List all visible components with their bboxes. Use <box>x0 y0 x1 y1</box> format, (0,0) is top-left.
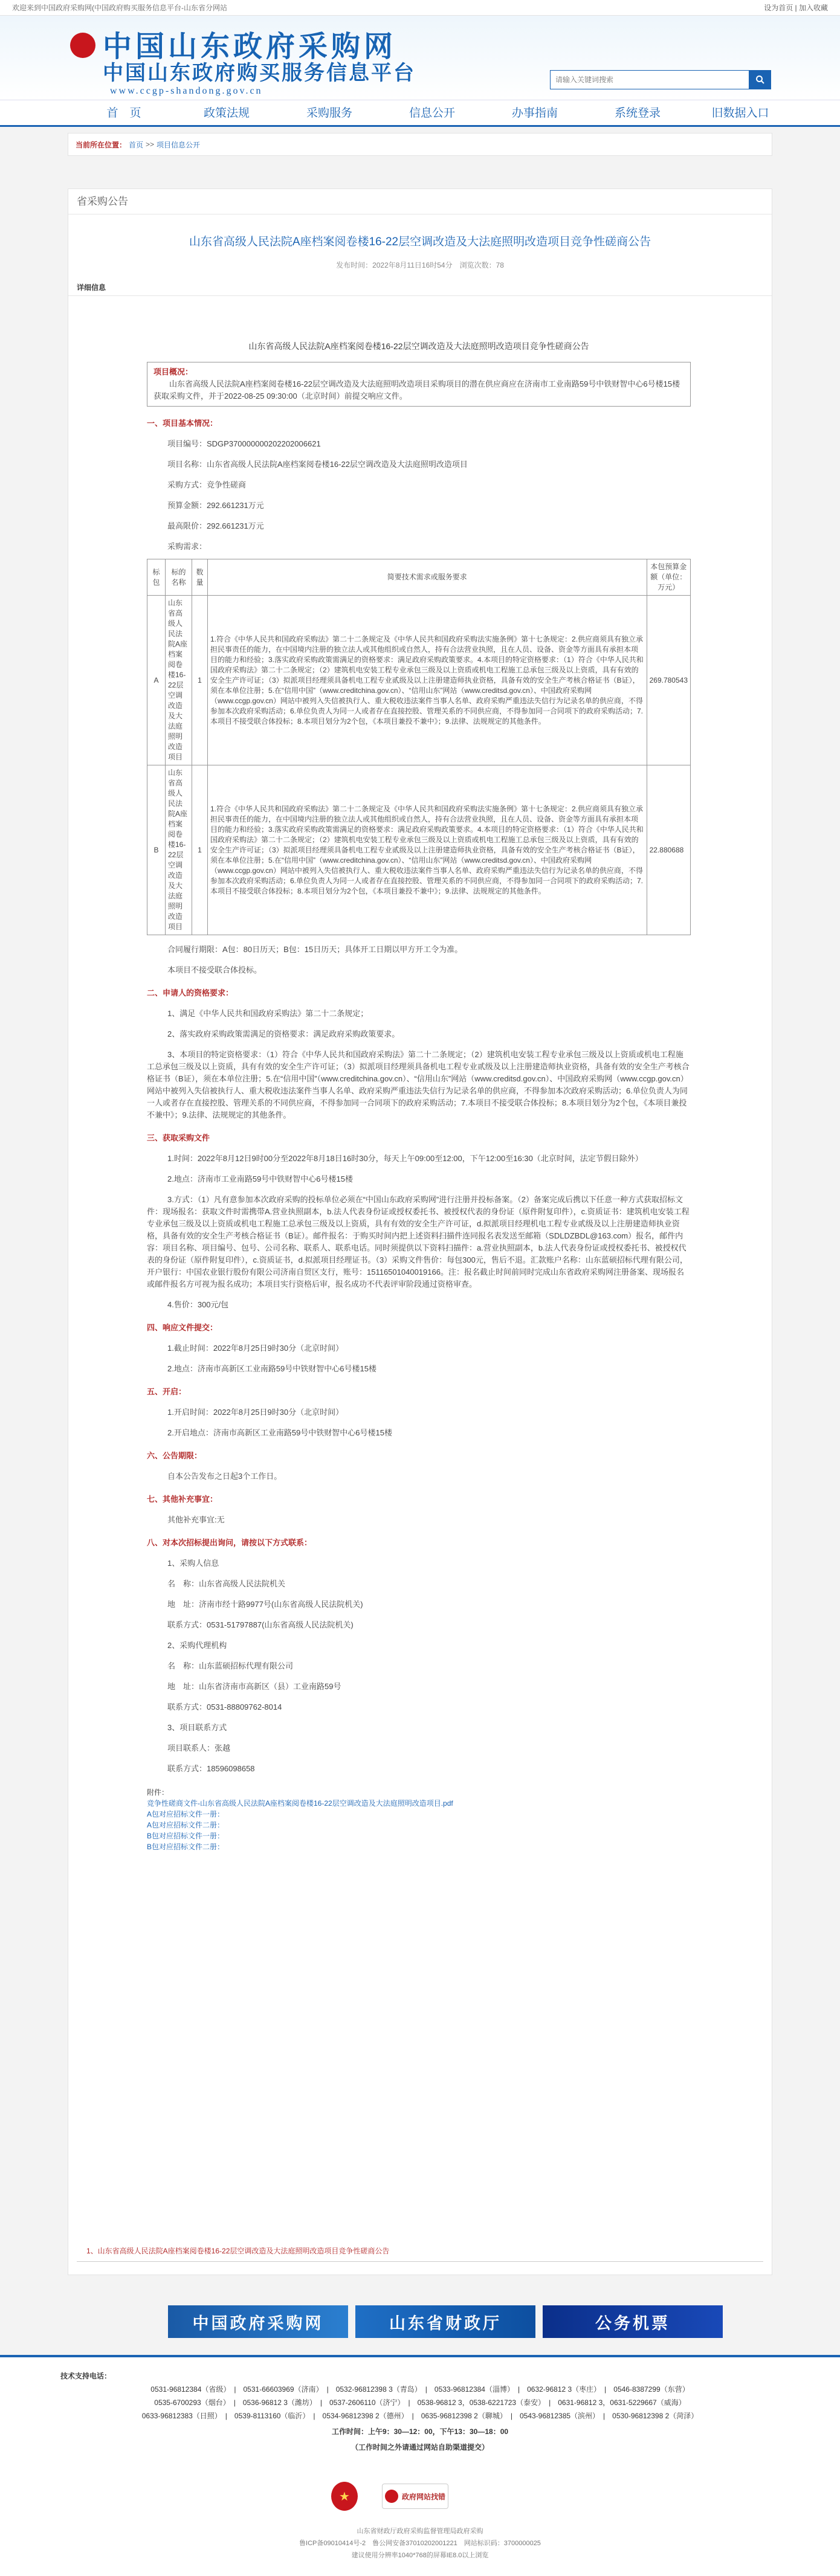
nav-guide[interactable]: 办事指南 <box>511 107 558 120</box>
needs-label: 采购需求： <box>167 542 207 551</box>
th-pkg: 标包 <box>147 559 166 596</box>
article-panel <box>68 188 772 2275</box>
max-price: 最高限价：292.661231万元 <box>167 521 264 530</box>
support-phones-3: 0633-96812383（日照） | 0539-8113160（临沂） | 0534-96812398 2（德州） | 0635-96812398 2（聊城） | 0543-96812385（滨州） | 0530-96812398 2（菏泽） <box>141 2412 699 2420</box>
summary-body: 山东省高级人民法院A座档案阅卷楼16-22层空调改造及大法庭照明改造项目采购项目的潜在供应商应在济南市工业南路59号中铁财智中心6号楼15楼获取采购文件，并于2022-08-25 09:30:00（北京时间）前提交响应文件。 <box>153 379 680 401</box>
ad-ccgp[interactable]: 中国政府采购网 <box>168 2305 348 2338</box>
nav-old-data[interactable]: 旧数据入口 <box>711 107 769 120</box>
th-qty: 数量 <box>192 559 208 596</box>
open-place: 2.开启地点：济南市高新区工业南路59号中铁财智中心6号楼15楼 <box>167 1428 392 1437</box>
header-banner <box>0 16 840 100</box>
cell-qty: 1 <box>192 765 208 935</box>
attachments-label: 附件： <box>147 1788 169 1797</box>
th-name: 标的名称 <box>166 559 192 596</box>
error-report-badge[interactable] <box>382 2484 448 2509</box>
support-phones-1: 0531-96812384（省级） | 0531-66603969（济南） | 0532-96812398 3（青岛） | 0533-96812384（淄博） | 0632-96812 3（枣庄） | 0546-8387299（东营） <box>150 2385 690 2394</box>
contact-3-heading: 3、项目联系方式 <box>167 1723 227 1732</box>
obtain-time: 1.时间：2022年8月12日9时00分至2022年8月18日16时30分，每天上午09:00至12:00，下午12:00至16:30（北京时间，法定节假日除外） <box>167 1154 643 1163</box>
copyright <box>0 2525 840 2562</box>
cell-qty: 1 <box>192 596 208 765</box>
emblem-icon <box>70 33 95 58</box>
section-1: 一、项目基本情况： <box>147 419 218 428</box>
search-input[interactable] <box>550 70 749 89</box>
site-url: www.ccgp-shandong.gov.cn <box>110 86 263 96</box>
table-row <box>147 596 691 765</box>
contact-3-phone: 联系方式：18596098658 <box>167 1764 255 1773</box>
contract-period: 合同履行期限：A包：80日历天；B包：15日历天；具体开工日期以甲方开工令为准。 <box>167 945 463 954</box>
ad-finance-dept[interactable]: 山东省财政厅 <box>355 2305 535 2338</box>
section-4: 四、响应文件提交： <box>147 1323 218 1332</box>
attachments <box>147 1787 691 1852</box>
article-title: 山东省高级人民法院A座档案阅卷楼16-22层空调改造及大法庭照明改造项目竞争性磋商公告 <box>189 236 651 248</box>
contact-2-heading: 2、采购代理机构 <box>167 1641 227 1650</box>
attachment-link[interactable]: A包对应招标文件二册： <box>147 1821 225 1829</box>
table-row <box>147 765 691 935</box>
search-icon <box>755 75 765 85</box>
gov-emblem-icon <box>385 2490 398 2503</box>
project-no: 项目编号：SDGP370000000202202006621 <box>167 439 321 448</box>
cell-req: 1.符合《中华人民共和国政府采购法》第二十二条规定及《中华人民共和国政府采购法实施条例》第十七条规定：2.供应商须具有独立承担民事责任的能力，在中国境内注册的独立法人或其他组织或自然人，持有合法营业执照，且在人员、设备、资金等方面具有承担本项目的能力和经验；3.落实政府采购政策需满足的资格要求：满足政府采购政策要求。4.本项目的特定资格要求：（1）符合《中华人民共和国政府采购法》第二十二条规定；（2）建筑机电安装工程专业承包三级及以上资质或机电工程施工总承包三级及以上资质，具有有效的安全生产许可证；（3）拟派项目经理须具备机电工程专业贰级及以上注册建造师执业资格，具备有效的安全生产考核合格证书（B证），须在本单位注册；5.在“信用中国”（www.creditchina.gov.cn）、“信用山东”网站（www.creditsd.gov.cn）、中国政府采购网（www.ccgp.gov.cn）网站中被列入失信被执行人、重大税收违法案件当事人名单、政府采购严重违法失信行为记录名单的供应商，不得参加本次政府采购活动；6.单位负责人为同一人或者存在直接控股、管理关系的不同供应商，不得参加同一合同项下的政府采购活动；7.本项目不接受联合体投标；8.本项目划分为2个包，《本项目兼投不兼中》；9.法律、法规规定的其他条件。 <box>208 765 647 935</box>
requirements-table <box>147 559 691 935</box>
obtain-place: 2.地点：济南市工业南路59号中铁财智中心6号楼15楼 <box>167 1174 353 1183</box>
detail-label: 详细信息 <box>77 283 106 292</box>
contact-3-person: 项目联系人：张越 <box>167 1744 231 1753</box>
welcome-text: 欢迎来到中国政府采购网(中国政府购买服务信息平台-山东省分网站 <box>12 4 227 12</box>
top-links[interactable]: 设为首页 | 加入收藏 <box>764 4 828 12</box>
breadcrumb-home[interactable]: 首页 <box>129 140 144 149</box>
support-label: 技术支持电话： <box>60 2372 112 2380</box>
th-budget: 本包预算金额（单位：万元） <box>647 559 690 596</box>
copyright-line-2: 鲁ICP备09010414号-2 鲁公网安备37010202001221 网站标识码：3700000025 <box>299 2540 541 2547</box>
obtain-price: 4.售价：300元/包 <box>167 1300 229 1309</box>
other-matters: 其他补充事宜:无 <box>167 1515 225 1524</box>
support-phones-2: 0535-6700293（烟台） | 0536-96812 3（潍坊） | 0537-2606110（济宁） | 0538-96812 3，0538-6221723（泰安） | 0631-96812 3，0631-5229667（威海） <box>154 2398 686 2407</box>
open-time: 1.开启时间：2022年8月25日9时30分（北京时间） <box>167 1408 344 1417</box>
cell-pkg: A <box>147 596 166 765</box>
qual-3: 3、本项目的特定资格要求：（1）符合《中华人民共和国政府采购法》第二十二条规定；（2）建筑机电安装工程专业承包三级及以上资质或机电工程施工总承包三级及以上资质，具有有效的安全生产许可证；（3）拟派项目经理须具备机电工程专业贰级及以上注册建造师执业资格，具备有效的安全生产考核合格证书（B证），须在本单位注册；5.在“信用中国”（www.creditchina.gov.cn）、“信用山东”网站（www.creditsd.gov.cn）、中国政府采购网（www.ccgp.gov.cn）网站中被列入失信被执行人、重大税收违法案件当事人名单、政府采购严重违法失信行为记录名单的供应商，不得参加本次政府采购活动；6.单位负责人为同一人或者存在直接控股、管理关系的不同供应商，不得参加同一合同项下的政府采购活动；7.本项目不接受联合体投标；8.本项目划分为2个包，《本项目兼投不兼中》；9.法律、法规规定的其他条件。 <box>147 1050 690 1119</box>
site-subtitle: 中国山东政府购买服务信息平台 <box>103 61 416 85</box>
copyright-line-3: 建议使用分辨率1040*768的屏幕IE8.0以上浏览 <box>351 2552 489 2559</box>
attachment-link[interactable]: B包对应招标文件二册： <box>147 1843 225 1851</box>
qual-1: 1、满足《中华人民共和国政府采购法》第二十二条规定； <box>167 1009 369 1018</box>
site-logo[interactable] <box>73 31 416 97</box>
category-title: 省采购公告 <box>68 189 772 214</box>
project-name: 项目名称：山东省高级人民法院A座档案阅卷楼16-22层空调改造及大法庭照明改造项目 <box>167 460 468 469</box>
attachment-link[interactable]: A包对应招标文件一册： <box>147 1810 225 1818</box>
section-2: 二、申请人的资格要求： <box>147 988 234 997</box>
nav-procurement[interactable]: 采购服务 <box>306 107 352 120</box>
cell-budget: 22.880688 <box>647 765 690 935</box>
budget: 预算金额：292.661231万元 <box>167 501 264 510</box>
contact-2-name: 名 称：山东蓝硕招标代理有限公司 <box>167 1661 294 1670</box>
copyright-line-1: 山东省财政厅政府采购监督管理局政府采购 <box>357 2528 483 2535</box>
article-content <box>147 340 691 1852</box>
ad-banners <box>168 2305 723 2338</box>
error-report-text: 政府网站找错 <box>401 2492 445 2501</box>
nav-home[interactable]: 首 页 <box>106 107 141 120</box>
related-link[interactable]: 1、山东省高级人民法院A座档案阅卷楼16-22层空调改造及大法庭照明改造项目竞争性磋商公告 <box>86 2247 390 2255</box>
main-nav <box>0 100 840 127</box>
contact-2-phone: 联系方式：0531-88809762-8014 <box>167 1702 282 1711</box>
section-7: 七、其他补充事宜： <box>147 1495 218 1504</box>
article-meta: 发布时间：2022年8月11日16时54分 浏览次数：78 <box>336 261 504 269</box>
footer <box>0 2355 840 2576</box>
cell-name: 山东省高级人民法院A座档案阅卷楼16-22层空调改造及大法庭照明改造项目 <box>166 596 192 765</box>
no-consortium: 本项目不接受联合体投标。 <box>167 965 262 974</box>
breadcrumb-label: 当前所在位置： <box>76 140 127 149</box>
work-hours: 工作时间：上午9：30—12：00，下午13：30—18：00 <box>331 2427 509 2436</box>
section-6: 六、公告期限： <box>147 1451 202 1460</box>
section-8: 八、对本次招标提出询问，请按以下方式联系： <box>147 1538 312 1547</box>
contact-1-address: 地 址：济南市经十路9977号(山东省高级人民法院机关) <box>167 1600 363 1609</box>
search-box <box>550 70 771 89</box>
breadcrumb <box>68 133 772 156</box>
th-req: 简要技术需求或服务要求 <box>208 559 647 596</box>
contact-1-heading: 1、采购人信息 <box>167 1559 219 1568</box>
submit-place: 2.地点：济南市高新区工业南路59号中铁财智中心6号楼15楼 <box>167 1364 376 1373</box>
work-hours-note: （工作时间之外请通过网站自助渠道提交） <box>351 2443 489 2452</box>
summary-heading: 项目概况： <box>153 367 193 376</box>
obtain-method: 3.方式：（1）凡有意参加本次政府采购的投标单位必须在“中国山东政府采购网”进行注册并投标备案。（2）备案完成后携以下任意一种方式获取招标文件：现场报名：获取文件时需携带A.营业执照副本，b.法人代表身份证或授权委托书、被授权代表的身份证（原件附复印件），c.资质证书：建筑机电安装工程专业承包三级及以上资质或机电工程施工总承包三级及以上资质，具有有效的安全生产许可证，d.拟派项目经理机电工程专业贰级及以上注册建造师执业资格，具备有效的安全生产考核合格证书（B证）。邮件报名：于购买时间内把上述资料扫描件连同报名表发送至邮箱（SDLDZBDL@163.com）报名，邮件内容：项目名称、项目编号、包号、公司名称、联系人、联系电话。同时须提供以下资料扫描件：a.营业执照副本，b.法人代表身份证或授权委托书、被授权代表的身份证（原件附复印件），c.资质证书，d.拟派项目经理证书。（3）采购文件售价：每包300元，售后不退。汇款账户名称：山东蓝硕招标代理有限公司，开户银行：中国农业银行股份有限公司济南自贸区支行，账号：15116501040019166。注：报名截止时间前同时完成山东省政府采购网注册备案、现场报名或邮件报名方可视为报名成功；本项目实行资格后审，报名成功不代表评审阶段通过资格审查。 <box>147 1195 690 1289</box>
breadcrumb-sep: >> <box>146 140 155 149</box>
cell-req: 1.符合《中华人民共和国政府采购法》第二十二条规定及《中华人民共和国政府采购法实施条例》第十七条规定：2.供应商须具有独立承担民事责任的能力，在中国境内注册的独立法人或其他组织或自然人，持有合法营业执照，且在人员、设备、资金等方面具有承担本项目的能力和经验；3.落实政府采购政策需满足的资格要求：满足政府采购政策要求。4.本项目的特定资格要求：（1）符合《中华人民共和国政府采购法》第二十二条规定；（2）建筑机电安装工程专业承包三级及以上资质或机电工程施工总承包三级及以上资质，具有有效的安全生产许可证；（3）拟派项目经理须具备机电工程专业贰级及以上注册建造师执业资格，具备有效的安全生产考核合格证书（B证），须在本单位注册；5.在“信用中国”（www.creditchina.gov.cn）、“信用山东”网站（www.creditsd.gov.cn）、中国政府采购网（www.ccgp.gov.cn）网站中被列入失信被执行人、重大税收违法案件当事人名单、政府采购严重违法失信行为记录名单的供应商，不得参加本次政府采购活动；6.单位负责人为同一人或者存在直接控股、管理关系的不同供应商，不得参加同一合同项下的政府采购活动；7.本项目不接受联合体投标；8.本项目划分为2个包，《本项目兼投不兼中》；9.法律、法规规定的其他条件。 <box>208 596 647 765</box>
qual-2: 2、落实政府采购政策需满足的资格要求：满足政府采购政策要求。 <box>167 1029 400 1038</box>
nav-login[interactable]: 系统登录 <box>614 107 661 120</box>
contact-1-phone: 联系方式：0531-51797887(山东省高级人民法院机关) <box>167 1620 354 1629</box>
contact-2-address: 地 址：山东省济南市高新区（县）工业南路59号 <box>167 1682 341 1691</box>
submit-deadline: 1.截止时间：2022年8月25日9时30分（北京时间） <box>167 1344 344 1353</box>
summary-box <box>147 362 691 407</box>
section-5: 五、开启： <box>147 1387 187 1396</box>
attachment-link[interactable]: B包对应招标文件一册： <box>147 1832 225 1840</box>
party-emblem-icon[interactable]: ★ <box>331 2482 358 2511</box>
nav-policies[interactable]: 政策法规 <box>203 107 250 120</box>
search-button[interactable] <box>749 70 771 89</box>
attachment-link[interactable]: 竞争性磋商文件-山东省高级人民法院A座档案阅卷楼16-22层空调改造及大法庭照明改造项目.pdf <box>147 1799 453 1808</box>
top-strip <box>0 0 840 16</box>
cell-budget: 269.780543 <box>647 596 690 765</box>
breadcrumb-current[interactable]: 项目信息公开 <box>157 140 201 149</box>
ad-official-tickets[interactable]: 公务机票 <box>543 2305 723 2338</box>
notice-term: 自本公告发布之日起3个工作日。 <box>167 1472 282 1481</box>
cell-pkg: B <box>147 765 166 935</box>
contact-1-name: 名 称：山东省高级人民法院机关 <box>167 1579 286 1588</box>
procure-method: 采购方式：竞争性磋商 <box>167 480 247 489</box>
nav-disclosure[interactable]: 信息公开 <box>409 107 455 120</box>
site-title: 中国山东政府采购网 <box>103 30 397 63</box>
cell-name: 山东省高级人民法院A座档案阅卷楼16-22层空调改造及大法庭照明改造项目 <box>166 765 192 935</box>
section-3: 三、获取采购文件 <box>147 1133 210 1142</box>
doc-title: 山东省高级人民法院A座档案阅卷楼16-22层空调改造及大法庭照明改造项目竞争性磋商公告 <box>248 341 589 351</box>
